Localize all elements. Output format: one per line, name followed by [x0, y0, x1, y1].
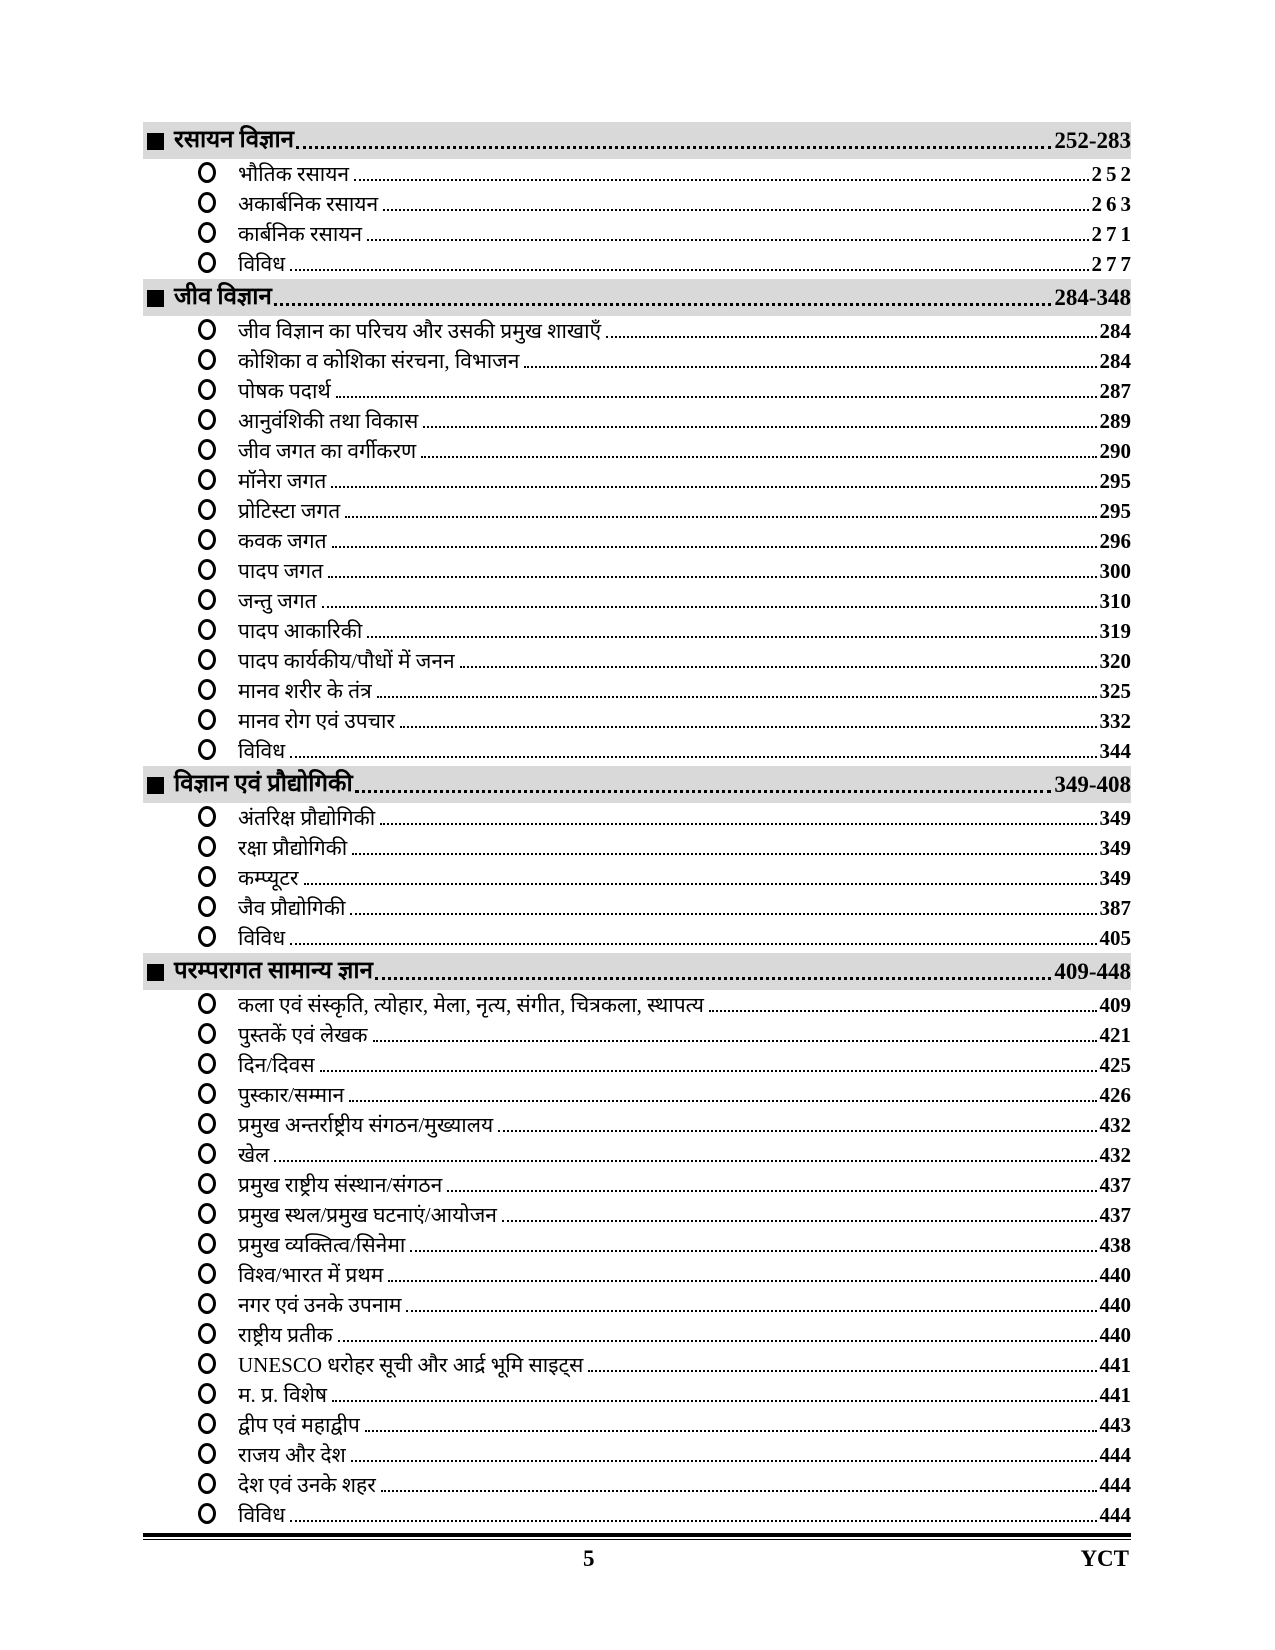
toc-item-row: [143, 616, 1131, 646]
circle-bullet-icon: [198, 1383, 216, 1404]
dot-leader: [322, 606, 1097, 608]
page-footer: [143, 1540, 1131, 1584]
toc-item-label: कवक जगत: [238, 529, 327, 553]
circle-bullet-icon: [198, 709, 216, 730]
dot-leader: [274, 1160, 1096, 1162]
dot-leader: [304, 883, 1097, 885]
toc-item-label: पादप कार्यकीय/पौधों में जनन: [238, 649, 455, 673]
toc-item-label: म. प्र. विशेष: [238, 1383, 328, 1407]
toc-item-row: [143, 646, 1131, 676]
toc-item-row: [143, 1350, 1131, 1380]
toc-item-label: पुस्कार/सम्मान: [238, 1083, 345, 1107]
dot-leader: [381, 1490, 1097, 1492]
toc-item-row: [143, 803, 1131, 833]
dot-leader: [338, 1340, 1097, 1342]
dot-leader: [524, 366, 1096, 368]
dot-leader: [355, 790, 1052, 793]
circle-bullet-icon: [198, 896, 216, 917]
toc-item-row: [143, 1050, 1131, 1080]
black-square-icon: [147, 964, 164, 981]
dot-leader: [274, 303, 1051, 306]
toc-item-page: 344: [1099, 739, 1131, 763]
toc-item-label: आनुवंशिकी तथा विकास: [238, 409, 419, 433]
toc-item-row: [143, 159, 1135, 189]
toc-item-label: विविध: [238, 926, 286, 950]
toc-item-page: 440: [1099, 1263, 1131, 1287]
toc-item-page: 349: [1099, 866, 1131, 890]
circle-bullet-icon: [198, 409, 216, 430]
section-title: जीव विज्ञान: [174, 284, 272, 310]
dot-leader: [332, 546, 1097, 548]
section-page-range: 252-283: [1054, 128, 1131, 153]
toc-item-label: कला एवं संस्कृति, त्योहार, मेला, नृत्य, संगीत, चित्रकला, स्थापत्य: [238, 993, 704, 1017]
toc-item-page: 440: [1099, 1323, 1131, 1347]
circle-bullet-icon: [198, 252, 216, 273]
toc-item-label: अंतरिक्ष प्रौद्योगिकी: [238, 806, 376, 830]
dot-leader: [349, 1100, 1096, 1102]
toc-item-page: 296: [1099, 529, 1131, 553]
toc-item-label: मानव शरीर के तंत्र: [238, 679, 372, 703]
toc-item-row: [143, 1260, 1131, 1290]
toc-item-row: [143, 1170, 1131, 1200]
toc-item-row: [143, 556, 1131, 586]
toc-item-page: 287: [1099, 379, 1131, 403]
dot-leader: [354, 179, 1088, 181]
dot-leader: [332, 1400, 1096, 1402]
toc-item-label: प्रमुख राष्ट्रीय संस्थान/संगठन: [238, 1173, 443, 1197]
toc-item-row: [143, 346, 1131, 376]
toc-item-label: कार्बनिक रसायन: [238, 222, 363, 246]
toc-item-page: 432: [1099, 1143, 1131, 1167]
dot-leader: [290, 1520, 1096, 1522]
toc-item-page: 444: [1099, 1443, 1131, 1467]
toc-item-page: 300: [1099, 559, 1131, 583]
toc-item-row: [143, 526, 1131, 556]
page-number: 5: [583, 1546, 595, 1571]
toc-item-label: विश्व/भारत में प्रथम: [238, 1263, 384, 1287]
toc-item-row: [143, 1470, 1131, 1500]
dot-leader: [351, 1460, 1097, 1462]
circle-bullet-icon: [198, 589, 216, 610]
toc-item-label: पादप जगत: [238, 559, 324, 583]
toc-item-page: 441: [1099, 1353, 1131, 1377]
black-square-icon: [147, 290, 164, 307]
dot-leader: [447, 1190, 1096, 1192]
toc-item-row: [143, 189, 1135, 219]
toc-item-label: अकार्बनिक रसायन: [238, 192, 379, 216]
dot-leader: [460, 666, 1097, 668]
dot-leader: [375, 977, 1051, 980]
toc-item-label: कोशिका व कोशिका संरचना, विभाजन: [238, 349, 520, 373]
dot-leader: [290, 269, 1088, 271]
toc-item-page: 284: [1099, 319, 1131, 343]
dot-leader: [328, 576, 1096, 578]
toc-item-row: [143, 316, 1131, 346]
dot-leader: [290, 943, 1096, 945]
toc-item-page: 425: [1099, 1053, 1131, 1077]
toc-item-label: जीव जगत का वर्गीकरण: [238, 439, 417, 463]
toc-item-page: 319: [1099, 619, 1131, 643]
toc-item-label: जैव प्रौद्योगिकी: [238, 896, 346, 920]
circle-bullet-icon: [198, 739, 216, 760]
circle-bullet-icon: [198, 379, 216, 400]
dot-leader: [367, 636, 1096, 638]
dot-leader: [410, 1250, 1096, 1252]
circle-bullet-icon: [198, 679, 216, 700]
dot-leader: [345, 516, 1096, 518]
dot-leader: [388, 1280, 1096, 1282]
dot-leader: [406, 1310, 1096, 1312]
section-page-range: 284-348: [1054, 285, 1131, 310]
toc-item-label: विविध: [238, 739, 286, 763]
toc-item-row: [143, 219, 1135, 249]
toc-item-page: 271: [1091, 222, 1135, 246]
toc-item-page: 437: [1099, 1173, 1131, 1197]
circle-bullet-icon: [198, 1473, 216, 1494]
toc-item-label: विविध: [238, 1503, 286, 1527]
toc-item-label: दिन/दिवस: [238, 1053, 315, 1077]
dot-leader: [383, 209, 1088, 211]
toc-item-label: जीव विज्ञान का परिचय और उसकी प्रमुख शाखाएँ: [238, 319, 602, 343]
toc-item-label: प्रमुख व्यक्तित्व/सिनेमा: [238, 1233, 406, 1257]
toc-item-row: [143, 990, 1131, 1020]
toc-item-label: रक्षा प्रौद्योगिकी: [238, 836, 348, 860]
toc-item-page: 443: [1099, 1413, 1131, 1437]
section-title: रसायन विज्ञान: [174, 127, 294, 153]
toc-item-row: [143, 1020, 1131, 1050]
circle-bullet-icon: [198, 1413, 216, 1434]
toc-item-row: [143, 893, 1131, 923]
toc-item-page: 437: [1099, 1203, 1131, 1227]
toc-item-row: [143, 1500, 1131, 1530]
toc-item-page: 444: [1099, 1473, 1131, 1497]
section-title: विज्ञान एवं प्रौद्योगिकी: [174, 771, 353, 797]
brand-label: YCT: [1080, 1546, 1129, 1571]
toc-item-row: [143, 706, 1131, 736]
toc-item-label: पुस्तकें एवं लेखक: [238, 1023, 368, 1047]
dot-leader: [367, 239, 1088, 241]
circle-bullet-icon: [198, 469, 216, 490]
circle-bullet-icon: [198, 806, 216, 827]
toc-item-page: 349: [1099, 806, 1131, 830]
dot-leader: [380, 823, 1096, 825]
toc-item-page: 405: [1099, 926, 1131, 950]
dot-leader: [423, 426, 1096, 428]
toc-section-row: [143, 953, 1131, 990]
toc-item-label: जन्तु जगत: [238, 589, 317, 613]
toc-item-label: प्रोटिस्टा जगत: [238, 499, 341, 523]
toc-item-page: 263: [1091, 192, 1135, 216]
toc-item-page: 441: [1099, 1383, 1131, 1407]
circle-bullet-icon: [198, 1053, 216, 1074]
toc-item-page: 295: [1099, 469, 1131, 493]
circle-bullet-icon: [198, 499, 216, 520]
dot-leader: [320, 1070, 1097, 1072]
dot-leader: [336, 396, 1097, 398]
circle-bullet-icon: [198, 866, 216, 887]
toc-item-row: [143, 1320, 1131, 1350]
dot-leader: [498, 1130, 1096, 1132]
dot-leader: [350, 913, 1096, 915]
circle-bullet-icon: [198, 1023, 216, 1044]
circle-bullet-icon: [198, 319, 216, 340]
toc-item-row: [143, 863, 1131, 893]
toc-item-page: 426: [1099, 1083, 1131, 1107]
toc-item-label: UNESCO धरोहर सूची और आर्द्र भूमि साइट्स: [238, 1353, 584, 1377]
circle-bullet-icon: [198, 1143, 216, 1164]
black-square-icon: [147, 777, 164, 794]
toc-item-label: नगर एवं उनके उपनाम: [238, 1293, 402, 1317]
toc-item-page: 310: [1099, 589, 1131, 613]
toc-item-page: 440: [1099, 1293, 1131, 1317]
toc: [143, 122, 1135, 1530]
dot-leader: [606, 336, 1096, 338]
toc-item-page: 444: [1099, 1503, 1131, 1527]
toc-section-row: [143, 122, 1131, 159]
dot-leader: [400, 726, 1096, 728]
circle-bullet-icon: [198, 192, 216, 213]
dot-leader: [588, 1370, 1096, 1372]
page-content: [143, 122, 1135, 1584]
toc-item-row: [143, 1410, 1131, 1440]
toc-item-label: पादप आकारिकी: [238, 619, 363, 643]
circle-bullet-icon: [198, 1203, 216, 1224]
toc-item-page: 295: [1099, 499, 1131, 523]
circle-bullet-icon: [198, 1353, 216, 1374]
toc-item-row: [143, 586, 1131, 616]
toc-item-page: 432: [1099, 1113, 1131, 1137]
circle-bullet-icon: [198, 1083, 216, 1104]
toc-item-label: विविध: [238, 252, 286, 276]
toc-item-label: राजय और देश: [238, 1443, 346, 1467]
dot-leader: [290, 756, 1096, 758]
circle-bullet-icon: [198, 926, 216, 947]
circle-bullet-icon: [198, 1503, 216, 1524]
toc-item-label: भौतिक रसायन: [238, 162, 350, 186]
toc-section-row: [143, 766, 1131, 803]
toc-item-label: पोषक पदार्थ: [238, 379, 331, 403]
toc-item-page: 387: [1099, 896, 1131, 920]
dot-leader: [421, 456, 1096, 458]
toc-item-row: [143, 676, 1131, 706]
toc-item-page: 320: [1099, 649, 1131, 673]
circle-bullet-icon: [198, 1233, 216, 1254]
toc-item-row: [143, 436, 1131, 466]
circle-bullet-icon: [198, 1113, 216, 1134]
circle-bullet-icon: [198, 1173, 216, 1194]
toc-item-row: [143, 1200, 1131, 1230]
toc-item-page: 252: [1091, 162, 1135, 186]
toc-item-row: [143, 1140, 1131, 1170]
toc-item-row: [143, 466, 1131, 496]
toc-item-row: [143, 1230, 1131, 1260]
toc-item-label: कम्प्यूटर: [238, 866, 299, 890]
dot-leader: [709, 1010, 1097, 1012]
circle-bullet-icon: [198, 529, 216, 550]
dot-leader: [296, 146, 1051, 149]
toc-item-page: 438: [1099, 1233, 1131, 1257]
circle-bullet-icon: [198, 162, 216, 183]
circle-bullet-icon: [198, 1443, 216, 1464]
circle-bullet-icon: [198, 439, 216, 460]
toc-item-label: खेल: [238, 1143, 270, 1167]
toc-item-row: [143, 1440, 1131, 1470]
toc-item-row: [143, 406, 1131, 436]
toc-item-page: 421: [1099, 1023, 1131, 1047]
toc-item-label: प्रमुख स्थल/प्रमुख घटनाएं/आयोजन: [238, 1203, 497, 1227]
circle-bullet-icon: [198, 559, 216, 580]
toc-item-row: [143, 1110, 1131, 1140]
circle-bullet-icon: [198, 1323, 216, 1344]
circle-bullet-icon: [198, 619, 216, 640]
toc-item-row: [143, 376, 1131, 406]
toc-item-label: द्वीप एवं महाद्वीप: [238, 1413, 360, 1437]
toc-item-row: [143, 1380, 1131, 1410]
toc-item-page: 284: [1099, 349, 1131, 373]
section-page-range: 349-408: [1054, 772, 1131, 797]
toc-item-page: 277: [1091, 252, 1135, 276]
dot-leader: [373, 1040, 1097, 1042]
footer-divider: [143, 1533, 1131, 1540]
circle-bullet-icon: [198, 1263, 216, 1284]
dot-leader: [352, 853, 1096, 855]
toc-item-label: प्रमुख अन्तर्राष्ट्रीय संगठन/मुख्यालय: [238, 1113, 494, 1137]
toc-item-label: देश एवं उनके शहर: [238, 1473, 376, 1497]
toc-item-row: [143, 1290, 1131, 1320]
circle-bullet-icon: [198, 349, 216, 370]
toc-item-page: 289: [1099, 409, 1131, 433]
circle-bullet-icon: [198, 222, 216, 243]
toc-item-row: [143, 1080, 1131, 1110]
dot-leader: [365, 1430, 1097, 1432]
toc-item-row: [143, 736, 1131, 766]
section-page-range: 409-448: [1054, 959, 1131, 984]
toc-section-row: [143, 279, 1131, 316]
dot-leader: [377, 696, 1097, 698]
toc-item-page: 290: [1099, 439, 1131, 463]
toc-item-page: 409: [1099, 993, 1131, 1017]
toc-item-page: 332: [1099, 709, 1131, 733]
toc-item-row: [143, 249, 1135, 279]
toc-item-label: मानव रोग एवं उपचार: [238, 709, 396, 733]
circle-bullet-icon: [198, 836, 216, 857]
dot-leader: [502, 1220, 1097, 1222]
toc-item-label: राष्ट्रीय प्रतीक: [238, 1323, 333, 1347]
dot-leader: [331, 486, 1096, 488]
circle-bullet-icon: [198, 649, 216, 670]
toc-item-page: 325: [1099, 679, 1131, 703]
toc-item-row: [143, 833, 1131, 863]
circle-bullet-icon: [198, 993, 216, 1014]
toc-item-row: [143, 496, 1131, 526]
circle-bullet-icon: [198, 1293, 216, 1314]
toc-item-label: मॉनेरा जगत: [238, 469, 327, 493]
toc-item-row: [143, 923, 1131, 953]
section-title: परम्परागत सामान्य ज्ञान: [174, 958, 373, 984]
black-square-icon: [147, 133, 164, 150]
toc-item-page: 349: [1099, 836, 1131, 860]
